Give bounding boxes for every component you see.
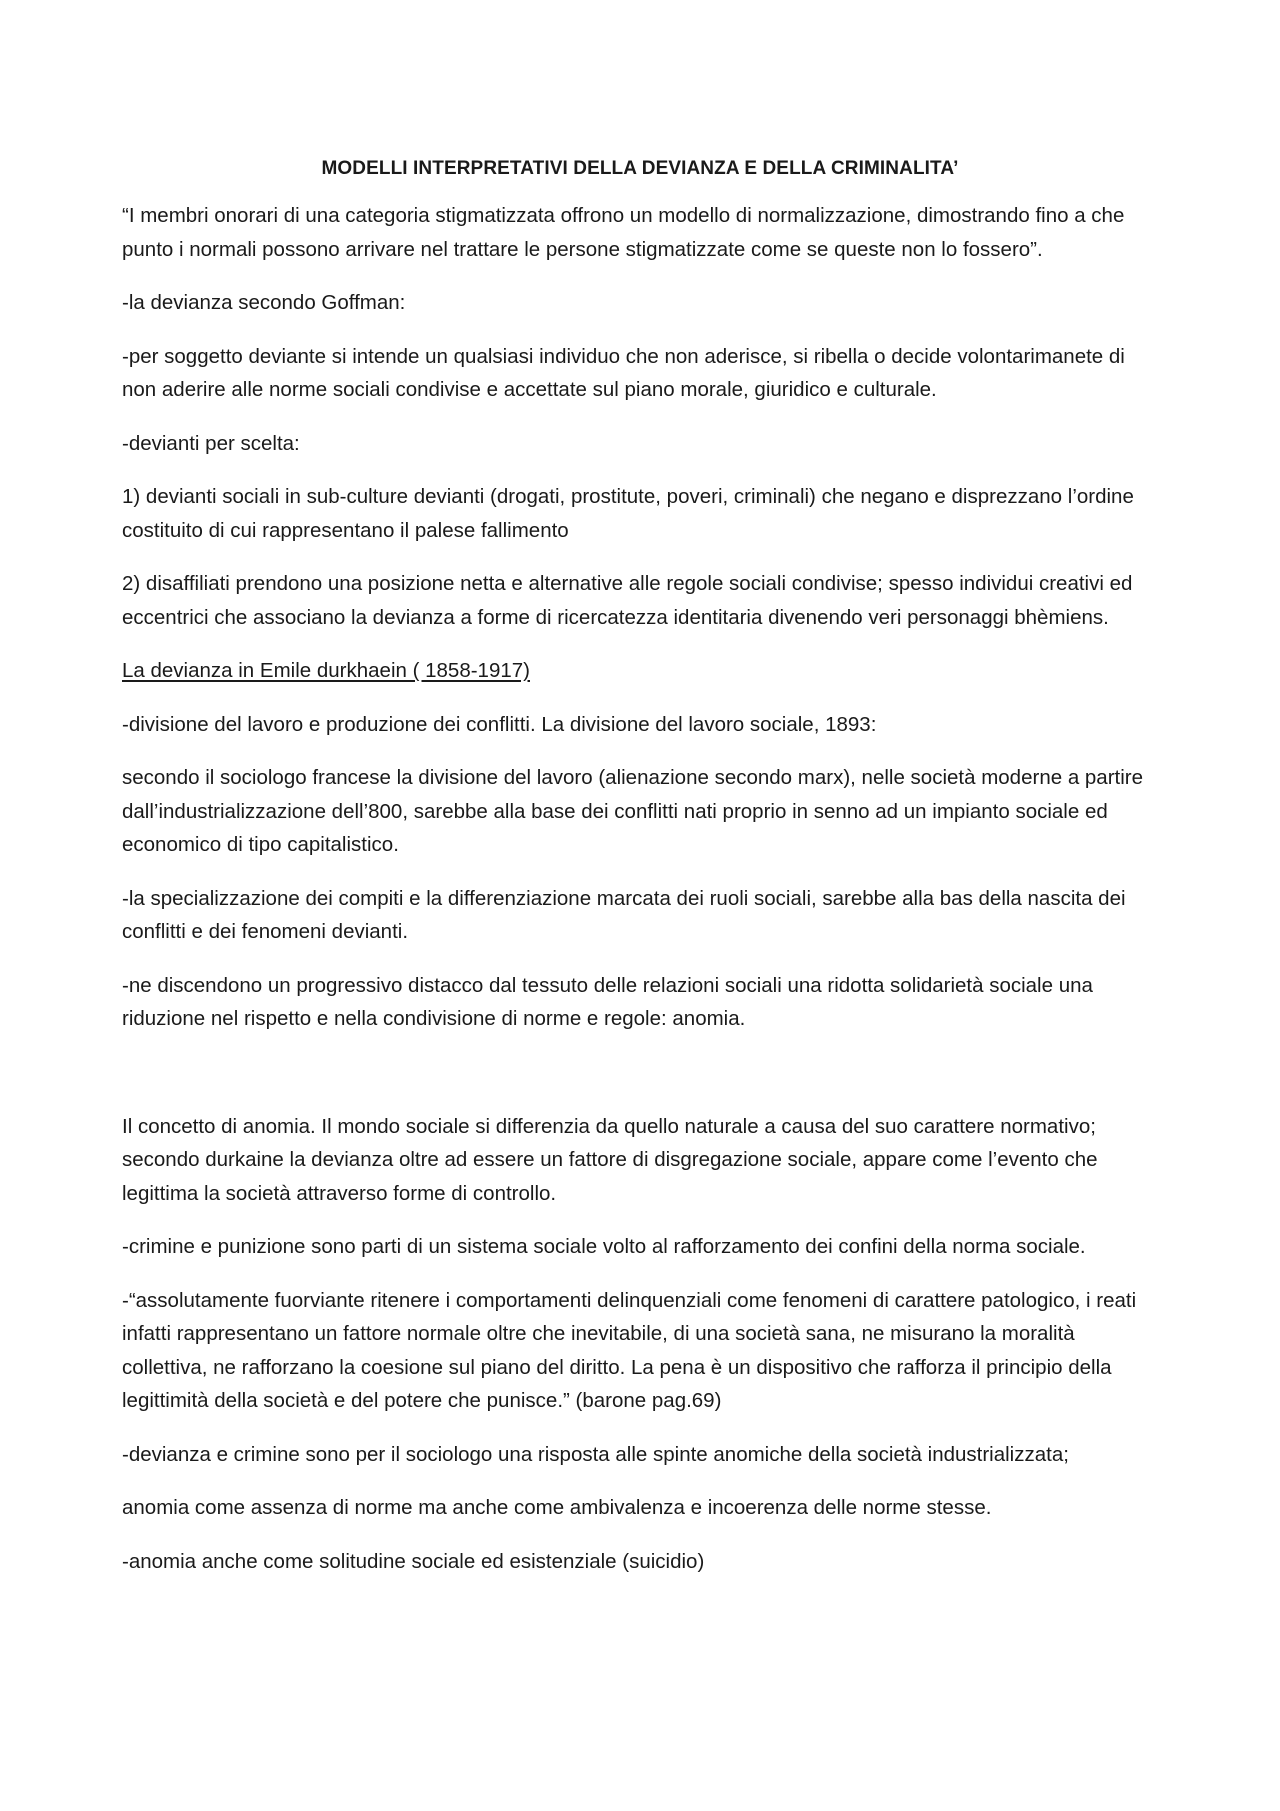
goffman-heading: -la devianza secondo Goffman:	[122, 291, 406, 314]
barone-quote: -“assolutamente fuorviante ritenere i comportamenti delinquenziali come fenomeni di carattere patologico, i reati infatti rappresentano un fattore normale oltre che inevitabile, di una società sana, ne misurano la moralità collettiva, ne rafforzano la coesione sul piano del diritto. La pena è un dispositivo che rafforza il principio della legittimità della società e del potere che punisce.” (barone pag.69)	[122, 1288, 1137, 1412]
durkheim-anomia-intro: -ne discendono un progressivo distacco dal tessuto delle relazioni sociali una ridotta solidarietà sociale una riduzione nel rispetto e nella condivisione di norme e regole: anomia.	[122, 973, 1093, 1030]
devianti-item-1: 1) devianti sociali in sub-culture devianti (drogati, prostitute, poveri, criminali) che negano e disprezzano l’ordine costituito di cui rappresentano il palese fallimento	[122, 485, 1134, 542]
quote-intro: “I membri onorari di una categoria stigmatizzata offrono un modello di normalizzazione, dimostrando fino a che punto i normali possono arrivare nel trattare le persone stigmatizzate come se queste non lo fossero”.	[122, 204, 1125, 261]
anomia-solitudine: -anomia anche come solitudine sociale ed esistenziale (suicidio)	[122, 1549, 705, 1573]
crimine-punizione: -crimine e punizione sono parti di un sistema sociale volto al rafforzamento dei confini della norma sociale.	[122, 1235, 1086, 1258]
page-title: MODELLI INTERPRETATIVI DELLA DEVIANZA E DELLA CRIMINALITA’	[321, 158, 959, 179]
goffman-definition: -per soggetto deviante si intende un qualsiasi individuo che non aderisce, si ribella o decide volontarimanete di non aderire alle norme sociali condivise e accettate sul piano morale, giuridico e culturale.	[122, 344, 1125, 401]
anomia-assenza: anomia come assenza di norme ma anche come ambivalenza e incoerenza delle norme stesse.	[122, 1496, 992, 1519]
durkheim-heading: La devianza in Emile durkhaein ( 1858-1917)	[122, 659, 530, 682]
durkheim-division: -divisione del lavoro e produzione dei conflitti. La divisione del lavoro sociale, 1893:	[122, 712, 877, 736]
devianti-heading: -devianti per scelta:	[122, 431, 300, 455]
anomia-concetto: Il concetto di anomia. Il mondo sociale si differenzia da quello naturale a causa del suo carattere normativo; secondo durkaine la devianza oltre ad essere un fattore di disgregazione sociale, appare come l’evento che legittima la società attraverso forme di controllo.	[122, 1114, 1098, 1205]
blank-line	[122, 1056, 1158, 1110]
devianti-item-2: 2) disaffiliati prendono una posizione netta e alternative alle regole sociali condivise; spesso individui creativi ed eccentrici che associano la devianza a forme di ricercatezza identitaria divenendo veri personaggi bhèmiens.	[122, 572, 1133, 629]
devianza-crimine: -devianza e crimine sono per il sociologo una risposta alle spinte anomiche della società industrializzata;	[122, 1442, 1069, 1466]
durkheim-sociologo: secondo il sociologo francese la divisione del lavoro (alienazione secondo marx), nelle società moderne a partire dall’industrializzazione dell’800, sarebbe alla base dei conflitti nati proprio in senno ad un impianto sociale ed economico di tipo capitalistico.	[122, 766, 1144, 856]
durkheim-specializzazione: -la specializzazione dei compiti e la differenziazione marcata dei ruoli sociali, sarebbe alla bas della nascita dei conflitti e dei fenomeni devianti.	[122, 886, 1126, 943]
